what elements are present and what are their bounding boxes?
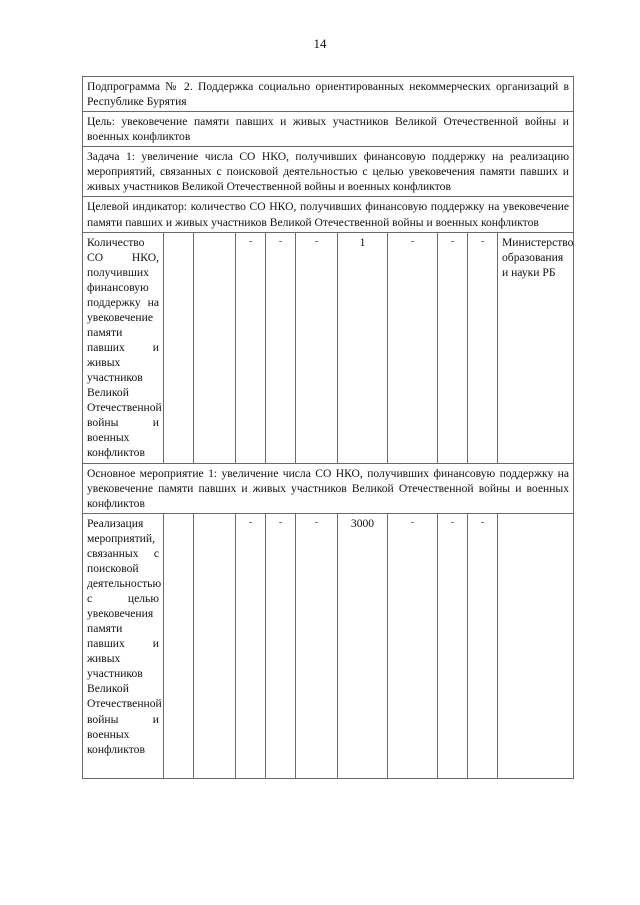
page-number: 14 [313, 36, 327, 51]
indicator-col-2 [194, 232, 236, 463]
task-row [83, 147, 574, 197]
indicator-row [83, 232, 574, 463]
activity-responsible [498, 513, 574, 778]
goal-text: Цель: увековечение памяти павших и живых участников Великой Отечественной войны и военных конфликтов [83, 112, 574, 147]
goal-row [83, 112, 574, 147]
main-event-row [83, 463, 574, 513]
activity-col-4: - [266, 513, 296, 778]
activity-col-9: - [468, 513, 498, 778]
main-event-text: Основное мероприятие 1: увеличение числа СО НКО, получивших финансовую поддержку на увековечение памяти павших и живых участников Великой Отечественной войны и военных конфликтов [83, 463, 574, 513]
indicator-col-5: - [296, 232, 338, 463]
indicator-col-9: - [468, 232, 498, 463]
activity-col-2 [194, 513, 236, 778]
target-indicator-text: Целевой индикатор: количество СО НКО, получивших финансовую поддержку на увековечение памяти павших и живых участников Великой Отечественной войны и военных конфликтов [83, 197, 574, 232]
program-table [82, 76, 574, 779]
indicator-col-8: - [438, 232, 468, 463]
activity-col-7: - [388, 513, 438, 778]
indicator-col-7: - [388, 232, 438, 463]
activity-col-6: 3000 [338, 513, 388, 778]
activity-col-5: - [296, 513, 338, 778]
activity-name: Реализация мероприятий, связанных с поисковой деятельностью с целью увековечения памяти павших и живых участников Великой Отечественной войны и военных конфликтов [83, 513, 164, 778]
indicator-col-6: 1 [338, 232, 388, 463]
target-indicator-row [83, 197, 574, 232]
subprogram-title: Подпрограмма № 2. Поддержка социально ориентированных некоммерческих организаций в Республике Бурятия [83, 77, 574, 112]
activity-row [83, 513, 574, 778]
indicator-col-4: - [266, 232, 296, 463]
indicator-col-3: - [236, 232, 266, 463]
activity-col-3: - [236, 513, 266, 778]
indicator-col-1 [164, 232, 194, 463]
indicator-name: Количество СО НКО, получивших финансовую поддержку на увековечение памяти павших и живых участников Великой Отечественной войны и военных конфликтов [83, 232, 164, 463]
subprogram-row [83, 77, 574, 112]
task-text: Задача 1: увеличение числа СО НКО, получивших финансовую поддержку на реализацию мероприятий, связанных с поисковой деятельностью с целью увековечения памяти павших и живых участников Великой Отечественной войны и военных конфликтов [83, 147, 574, 197]
activity-col-1 [164, 513, 194, 778]
activity-col-8: - [438, 513, 468, 778]
indicator-responsible: Министерство образования и науки РБ [498, 232, 574, 463]
